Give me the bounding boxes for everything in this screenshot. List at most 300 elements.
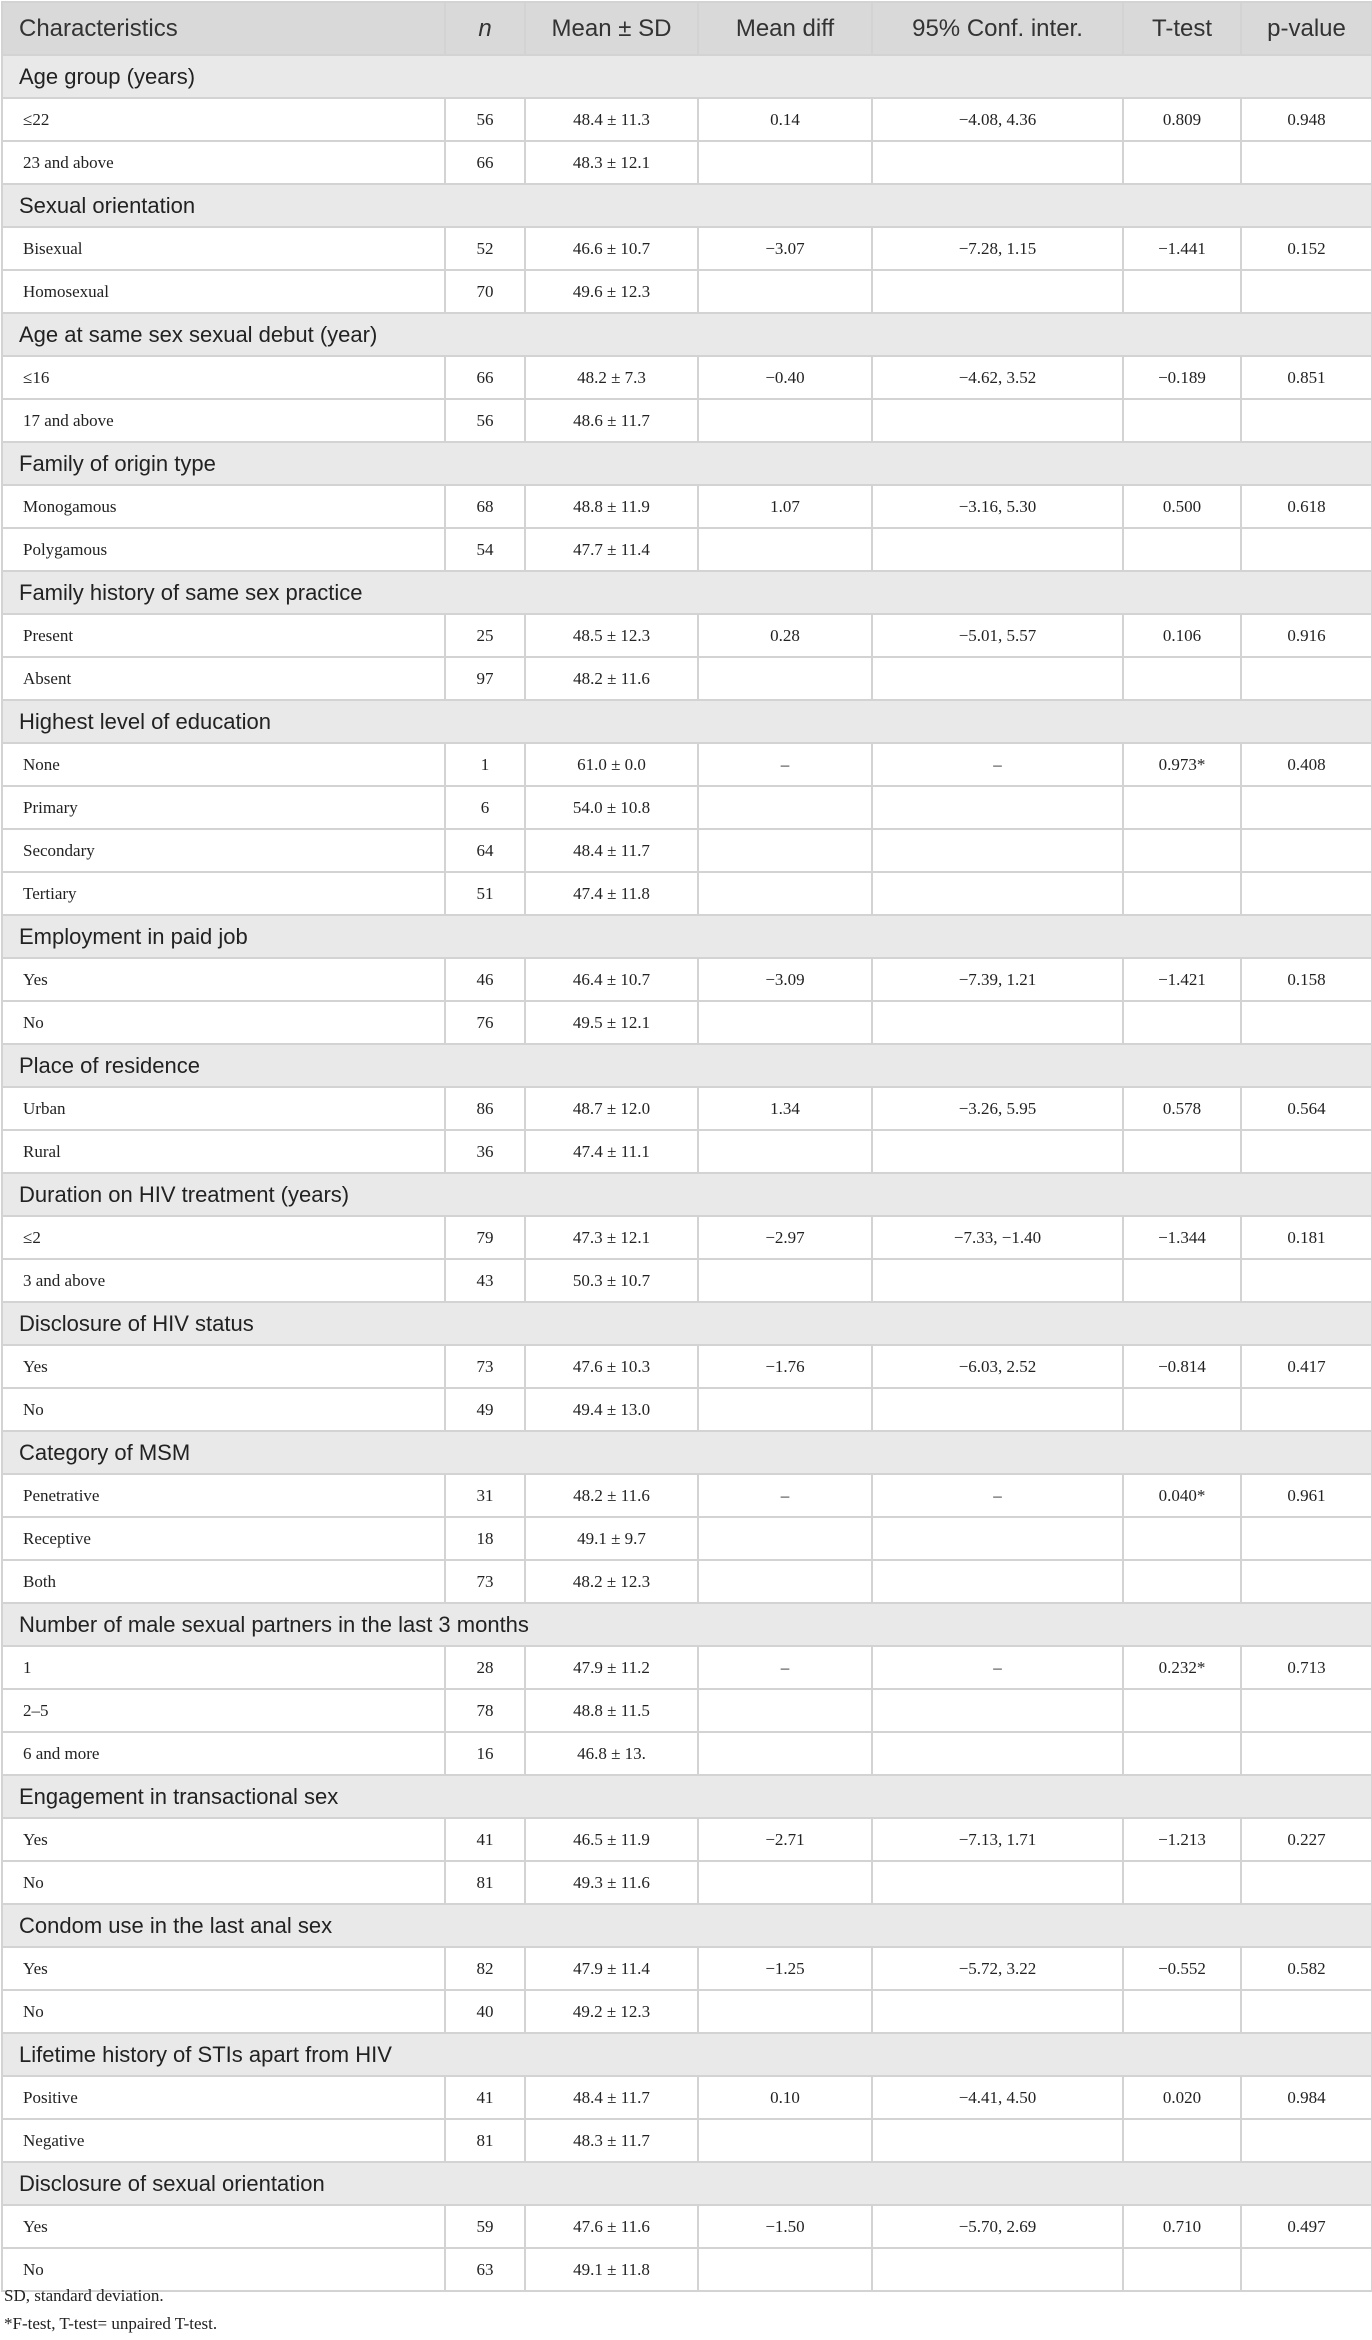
- cell-mean-sd: 47.6 ± 11.6: [525, 2205, 698, 2248]
- table-row: [2, 1130, 1372, 1173]
- cell-t-test: [1123, 2248, 1241, 2291]
- table-row: [2, 227, 1372, 270]
- cell-label: No: [2, 1861, 445, 1904]
- section-title: Family of origin type: [2, 442, 1372, 485]
- cell-label: Urban: [2, 1087, 445, 1130]
- section-header-row: [2, 1302, 1372, 1345]
- cell-p-value: [1241, 872, 1372, 915]
- section-title: Condom use in the last anal sex: [2, 1904, 1372, 1947]
- cell-mean-diff: –: [698, 1474, 872, 1517]
- table-row: [2, 1861, 1372, 1904]
- section-header-row: [2, 442, 1372, 485]
- cell-n: 66: [445, 356, 525, 399]
- cell-mean-sd: 47.6 ± 10.3: [525, 1345, 698, 1388]
- cell-p-value: 0.417: [1241, 1345, 1372, 1388]
- cell-n: 81: [445, 2119, 525, 2162]
- section-header-row: [2, 1431, 1372, 1474]
- cell-t-test: 0.040*: [1123, 1474, 1241, 1517]
- table-row: [2, 1001, 1372, 1044]
- cell-t-test: [1123, 786, 1241, 829]
- cell-n: 73: [445, 1345, 525, 1388]
- cell-n: 49: [445, 1388, 525, 1431]
- cell-n: 52: [445, 227, 525, 270]
- cell-t-test: 0.809: [1123, 98, 1241, 141]
- cell-conf-interval: −7.39, 1.21: [872, 958, 1123, 1001]
- table-row: [2, 1517, 1372, 1560]
- cell-mean-sd: 47.4 ± 11.1: [525, 1130, 698, 1173]
- table-row: [2, 2205, 1372, 2248]
- cell-mean-diff: −3.07: [698, 227, 872, 270]
- cell-n: 81: [445, 1861, 525, 1904]
- cell-mean-sd: 50.3 ± 10.7: [525, 1259, 698, 1302]
- cell-n: 66: [445, 141, 525, 184]
- cell-mean-diff: –: [698, 1646, 872, 1689]
- cell-mean-diff: −3.09: [698, 958, 872, 1001]
- table-row: [2, 485, 1372, 528]
- cell-t-test: [1123, 1388, 1241, 1431]
- cell-p-value: 0.181: [1241, 1216, 1372, 1259]
- cell-n: 76: [445, 1001, 525, 1044]
- cell-conf-interval: [872, 141, 1123, 184]
- cell-t-test: [1123, 657, 1241, 700]
- cell-t-test: [1123, 399, 1241, 442]
- cell-conf-interval: [872, 872, 1123, 915]
- cell-t-test: 0.500: [1123, 485, 1241, 528]
- cell-conf-interval: [872, 1517, 1123, 1560]
- cell-mean-sd: 54.0 ± 10.8: [525, 786, 698, 829]
- cell-mean-sd: 47.9 ± 11.2: [525, 1646, 698, 1689]
- cell-mean-diff: [698, 1517, 872, 1560]
- cell-mean-sd: 48.5 ± 12.3: [525, 614, 698, 657]
- cell-mean-diff: [698, 1732, 872, 1775]
- cell-t-test: 0.232*: [1123, 1646, 1241, 1689]
- cell-n: 79: [445, 1216, 525, 1259]
- cell-t-test: −0.814: [1123, 1345, 1241, 1388]
- cell-n: 43: [445, 1259, 525, 1302]
- cell-label: Yes: [2, 1818, 445, 1861]
- cell-conf-interval: [872, 1990, 1123, 2033]
- cell-t-test: −1.441: [1123, 227, 1241, 270]
- cell-n: 18: [445, 1517, 525, 1560]
- cell-t-test: −1.213: [1123, 1818, 1241, 1861]
- section-header-row: [2, 184, 1372, 227]
- header-mean-diff: Mean diff: [698, 2, 872, 55]
- section-header-row: [2, 700, 1372, 743]
- cell-t-test: [1123, 270, 1241, 313]
- table-row: [2, 1646, 1372, 1689]
- cell-conf-interval: [872, 1732, 1123, 1775]
- section-header-row: [2, 1044, 1372, 1087]
- cell-label: Positive: [2, 2076, 445, 2119]
- cell-mean-sd: 48.7 ± 12.0: [525, 1087, 698, 1130]
- cell-conf-interval: −4.41, 4.50: [872, 2076, 1123, 2119]
- cell-label: ≤16: [2, 356, 445, 399]
- cell-conf-interval: [872, 657, 1123, 700]
- cell-t-test: 0.973*: [1123, 743, 1241, 786]
- table-row: [2, 1345, 1372, 1388]
- cell-mean-sd: 48.8 ± 11.9: [525, 485, 698, 528]
- cell-mean-diff: [698, 2248, 872, 2291]
- header-n: n: [445, 2, 525, 55]
- cell-p-value: [1241, 1001, 1372, 1044]
- table-row: [2, 356, 1372, 399]
- section-title: Engagement in transactional sex: [2, 1775, 1372, 1818]
- cell-mean-diff: −1.50: [698, 2205, 872, 2248]
- cell-mean-sd: 47.9 ± 11.4: [525, 1947, 698, 1990]
- cell-t-test: −1.344: [1123, 1216, 1241, 1259]
- cell-p-value: [1241, 2119, 1372, 2162]
- cell-conf-interval: [872, 528, 1123, 571]
- cell-t-test: −1.421: [1123, 958, 1241, 1001]
- header-p-value: p-value: [1241, 2, 1372, 55]
- cell-conf-interval: −5.01, 5.57: [872, 614, 1123, 657]
- cell-p-value: [1241, 829, 1372, 872]
- cell-t-test: [1123, 829, 1241, 872]
- section-header-row: [2, 571, 1372, 614]
- cell-label: Secondary: [2, 829, 445, 872]
- cell-n: 6: [445, 786, 525, 829]
- cell-t-test: −0.552: [1123, 1947, 1241, 1990]
- cell-n: 25: [445, 614, 525, 657]
- cell-mean-diff: −2.97: [698, 1216, 872, 1259]
- cell-conf-interval: −5.70, 2.69: [872, 2205, 1123, 2248]
- cell-conf-interval: [872, 1259, 1123, 1302]
- cell-conf-interval: −3.16, 5.30: [872, 485, 1123, 528]
- cell-t-test: 0.578: [1123, 1087, 1241, 1130]
- cell-mean-sd: 48.2 ± 11.6: [525, 657, 698, 700]
- cell-mean-diff: 0.28: [698, 614, 872, 657]
- cell-p-value: 0.152: [1241, 227, 1372, 270]
- cell-p-value: 0.408: [1241, 743, 1372, 786]
- cell-label: 1: [2, 1646, 445, 1689]
- cell-t-test: 0.106: [1123, 614, 1241, 657]
- cell-conf-interval: [872, 829, 1123, 872]
- cell-p-value: 0.961: [1241, 1474, 1372, 1517]
- cell-n: 78: [445, 1689, 525, 1732]
- table-row: [2, 1087, 1372, 1130]
- cell-t-test: [1123, 1259, 1241, 1302]
- cell-mean-sd: 49.3 ± 11.6: [525, 1861, 698, 1904]
- table-row: [2, 657, 1372, 700]
- cell-t-test: [1123, 1130, 1241, 1173]
- table-row: [2, 614, 1372, 657]
- cell-n: 59: [445, 2205, 525, 2248]
- table-row: [2, 1818, 1372, 1861]
- cell-p-value: [1241, 1560, 1372, 1603]
- cell-t-test: [1123, 872, 1241, 915]
- cell-mean-sd: 46.6 ± 10.7: [525, 227, 698, 270]
- cell-t-test: [1123, 1861, 1241, 1904]
- header-row: [2, 2, 1372, 55]
- cell-t-test: 0.020: [1123, 2076, 1241, 2119]
- table-row: [2, 829, 1372, 872]
- cell-mean-sd: 47.7 ± 11.4: [525, 528, 698, 571]
- section-header-row: [2, 2162, 1372, 2205]
- cell-mean-diff: [698, 528, 872, 571]
- cell-n: 73: [445, 1560, 525, 1603]
- section-header-row: [2, 1603, 1372, 1646]
- cell-mean-diff: −1.76: [698, 1345, 872, 1388]
- cell-mean-sd: 47.4 ± 11.8: [525, 872, 698, 915]
- cell-label: Present: [2, 614, 445, 657]
- section-header-row: [2, 2033, 1372, 2076]
- cell-n: 63: [445, 2248, 525, 2291]
- cell-p-value: [1241, 1689, 1372, 1732]
- cell-label: Homosexual: [2, 270, 445, 313]
- table-body: [2, 55, 1372, 2291]
- table-row: [2, 1560, 1372, 1603]
- cell-mean-diff: −2.71: [698, 1818, 872, 1861]
- section-header-row: [2, 1904, 1372, 1947]
- cell-mean-diff: −0.40: [698, 356, 872, 399]
- cell-p-value: [1241, 1861, 1372, 1904]
- cell-t-test: −0.189: [1123, 356, 1241, 399]
- cell-conf-interval: [872, 1861, 1123, 1904]
- cell-label: No: [2, 1990, 445, 2033]
- cell-label: No: [2, 2248, 445, 2291]
- cell-t-test: [1123, 2119, 1241, 2162]
- table-row: [2, 2076, 1372, 2119]
- cell-conf-interval: −5.72, 3.22: [872, 1947, 1123, 1990]
- cell-conf-interval: −4.08, 4.36: [872, 98, 1123, 141]
- cell-mean-sd: 48.3 ± 11.7: [525, 2119, 698, 2162]
- cell-mean-diff: 1.07: [698, 485, 872, 528]
- cell-conf-interval: [872, 786, 1123, 829]
- cell-label: 6 and more: [2, 1732, 445, 1775]
- cell-mean-sd: 49.5 ± 12.1: [525, 1001, 698, 1044]
- cell-mean-diff: [698, 1001, 872, 1044]
- cell-t-test: 0.710: [1123, 2205, 1241, 2248]
- cell-conf-interval: [872, 399, 1123, 442]
- cell-mean-diff: [698, 786, 872, 829]
- cell-mean-diff: [698, 1861, 872, 1904]
- cell-mean-sd: 48.4 ± 11.7: [525, 2076, 698, 2119]
- cell-label: Absent: [2, 657, 445, 700]
- cell-mean-sd: 49.4 ± 13.0: [525, 1388, 698, 1431]
- cell-label: 23 and above: [2, 141, 445, 184]
- cell-n: 64: [445, 829, 525, 872]
- section-title: Employment in paid job: [2, 915, 1372, 958]
- cell-conf-interval: [872, 2248, 1123, 2291]
- table-row: [2, 1689, 1372, 1732]
- cell-p-value: 0.618: [1241, 485, 1372, 528]
- cell-n: 36: [445, 1130, 525, 1173]
- data-table: [1, 1, 1372, 2292]
- table-row: [2, 141, 1372, 184]
- cell-t-test: [1123, 1990, 1241, 2033]
- cell-conf-interval: [872, 1388, 1123, 1431]
- cell-p-value: 0.948: [1241, 98, 1372, 141]
- cell-p-value: [1241, 528, 1372, 571]
- cell-p-value: [1241, 1517, 1372, 1560]
- section-header-row: [2, 55, 1372, 98]
- cell-mean-diff: [698, 872, 872, 915]
- section-header-row: [2, 915, 1372, 958]
- cell-n: 28: [445, 1646, 525, 1689]
- section-title: Place of residence: [2, 1044, 1372, 1087]
- cell-label: Polygamous: [2, 528, 445, 571]
- section-title: Lifetime history of STIs apart from HIV: [2, 2033, 1372, 2076]
- cell-conf-interval: −7.28, 1.15: [872, 227, 1123, 270]
- cell-label: Bisexual: [2, 227, 445, 270]
- section-title: Highest level of education: [2, 700, 1372, 743]
- cell-n: 46: [445, 958, 525, 1001]
- section-title: Family history of same sex practice: [2, 571, 1372, 614]
- cell-p-value: 0.851: [1241, 356, 1372, 399]
- cell-n: 70: [445, 270, 525, 313]
- section-title: Disclosure of HIV status: [2, 1302, 1372, 1345]
- cell-conf-interval: −6.03, 2.52: [872, 1345, 1123, 1388]
- section-title: Age group (years): [2, 55, 1372, 98]
- cell-label: Both: [2, 1560, 445, 1603]
- section-header-row: [2, 313, 1372, 356]
- cell-label: No: [2, 1388, 445, 1431]
- cell-label: Receptive: [2, 1517, 445, 1560]
- table-row: [2, 1388, 1372, 1431]
- cell-label: 3 and above: [2, 1259, 445, 1302]
- section-title: Category of MSM: [2, 1431, 1372, 1474]
- cell-conf-interval: [872, 1560, 1123, 1603]
- cell-conf-interval: –: [872, 1474, 1123, 1517]
- section-header-row: [2, 1775, 1372, 1818]
- cell-mean-sd: 48.4 ± 11.7: [525, 829, 698, 872]
- cell-n: 41: [445, 1818, 525, 1861]
- cell-t-test: [1123, 141, 1241, 184]
- cell-label: Yes: [2, 958, 445, 1001]
- cell-mean-sd: 49.6 ± 12.3: [525, 270, 698, 313]
- cell-mean-diff: [698, 2119, 872, 2162]
- cell-p-value: [1241, 2248, 1372, 2291]
- cell-p-value: [1241, 270, 1372, 313]
- cell-t-test: [1123, 1560, 1241, 1603]
- cell-label: Monogamous: [2, 485, 445, 528]
- cell-n: 97: [445, 657, 525, 700]
- cell-mean-diff: [698, 141, 872, 184]
- table-row: [2, 1259, 1372, 1302]
- cell-p-value: [1241, 1259, 1372, 1302]
- cell-mean-sd: 46.8 ± 13.: [525, 1732, 698, 1775]
- cell-mean-diff: [698, 399, 872, 442]
- cell-label: ≤2: [2, 1216, 445, 1259]
- cell-p-value: 0.984: [1241, 2076, 1372, 2119]
- cell-n: 56: [445, 98, 525, 141]
- cell-conf-interval: [872, 270, 1123, 313]
- table-row: [2, 958, 1372, 1001]
- cell-mean-diff: 0.10: [698, 2076, 872, 2119]
- section-title: Disclosure of sexual orientation: [2, 2162, 1372, 2205]
- cell-t-test: [1123, 1001, 1241, 1044]
- cell-mean-sd: 48.2 ± 7.3: [525, 356, 698, 399]
- cell-n: 82: [445, 1947, 525, 1990]
- cell-label: Yes: [2, 1947, 445, 1990]
- table-row: [2, 743, 1372, 786]
- cell-mean-diff: [698, 270, 872, 313]
- cell-label: Yes: [2, 1345, 445, 1388]
- cell-conf-interval: [872, 1001, 1123, 1044]
- cell-n: 54: [445, 528, 525, 571]
- cell-p-value: [1241, 1130, 1372, 1173]
- table-row: [2, 1732, 1372, 1775]
- cell-p-value: [1241, 141, 1372, 184]
- cell-p-value: [1241, 657, 1372, 700]
- cell-p-value: [1241, 786, 1372, 829]
- cell-n: 86: [445, 1087, 525, 1130]
- cell-t-test: [1123, 528, 1241, 571]
- cell-conf-interval: [872, 2119, 1123, 2162]
- table-row: [2, 872, 1372, 915]
- cell-t-test: [1123, 1689, 1241, 1732]
- header-conf-interval: 95% Conf. inter.: [872, 2, 1123, 55]
- cell-n: 51: [445, 872, 525, 915]
- cell-mean-sd: 48.8 ± 11.5: [525, 1689, 698, 1732]
- section-title: Duration on HIV treatment (years): [2, 1173, 1372, 1216]
- cell-mean-diff: [698, 829, 872, 872]
- cell-mean-sd: 48.3 ± 12.1: [525, 141, 698, 184]
- cell-mean-sd: 48.2 ± 12.3: [525, 1560, 698, 1603]
- cell-mean-diff: [698, 1990, 872, 2033]
- cell-conf-interval: [872, 1130, 1123, 1173]
- cell-t-test: [1123, 1517, 1241, 1560]
- cell-n: 16: [445, 1732, 525, 1775]
- cell-mean-sd: 48.2 ± 11.6: [525, 1474, 698, 1517]
- cell-n: 56: [445, 399, 525, 442]
- cell-mean-sd: 49.2 ± 12.3: [525, 1990, 698, 2033]
- cell-mean-diff: –: [698, 743, 872, 786]
- cell-mean-sd: 48.6 ± 11.7: [525, 399, 698, 442]
- header-mean-sd: Mean ± SD: [525, 2, 698, 55]
- footnote-sd: SD, standard deviation.: [4, 2286, 164, 2305]
- cell-p-value: 0.564: [1241, 1087, 1372, 1130]
- header-characteristics: Characteristics: [2, 2, 445, 55]
- cell-mean-diff: 1.34: [698, 1087, 872, 1130]
- cell-n: 1: [445, 743, 525, 786]
- cell-n: 31: [445, 1474, 525, 1517]
- table-row: [2, 1990, 1372, 2033]
- section-header-row: [2, 1173, 1372, 1216]
- cell-p-value: 0.916: [1241, 614, 1372, 657]
- cell-label: Primary: [2, 786, 445, 829]
- cell-n: 40: [445, 1990, 525, 2033]
- cell-label: No: [2, 1001, 445, 1044]
- cell-p-value: [1241, 1990, 1372, 2033]
- cell-p-value: [1241, 1732, 1372, 1775]
- cell-label: Yes: [2, 2205, 445, 2248]
- header-t-test: T-test: [1123, 2, 1241, 55]
- table-row: [2, 399, 1372, 442]
- cell-mean-diff: [698, 1388, 872, 1431]
- table-row: [2, 1947, 1372, 1990]
- cell-mean-sd: 48.4 ± 11.3: [525, 98, 698, 141]
- cell-label: ≤22: [2, 98, 445, 141]
- section-title: Number of male sexual partners in the last 3 months: [2, 1603, 1372, 1646]
- cell-p-value: [1241, 1388, 1372, 1431]
- cell-conf-interval: −7.13, 1.71: [872, 1818, 1123, 1861]
- cell-n: 41: [445, 2076, 525, 2119]
- cell-conf-interval: −7.33, −1.40: [872, 1216, 1123, 1259]
- cell-conf-interval: −4.62, 3.52: [872, 356, 1123, 399]
- cell-p-value: 0.158: [1241, 958, 1372, 1001]
- cell-conf-interval: [872, 1689, 1123, 1732]
- cell-label: 17 and above: [2, 399, 445, 442]
- cell-mean-sd: 49.1 ± 9.7: [525, 1517, 698, 1560]
- cell-conf-interval: –: [872, 1646, 1123, 1689]
- cell-mean-diff: [698, 1130, 872, 1173]
- cell-mean-sd: 49.1 ± 11.8: [525, 2248, 698, 2291]
- cell-p-value: 0.497: [1241, 2205, 1372, 2248]
- section-title: Age at same sex sexual debut (year): [2, 313, 1372, 356]
- cell-p-value: 0.227: [1241, 1818, 1372, 1861]
- cell-mean-sd: 47.3 ± 12.1: [525, 1216, 698, 1259]
